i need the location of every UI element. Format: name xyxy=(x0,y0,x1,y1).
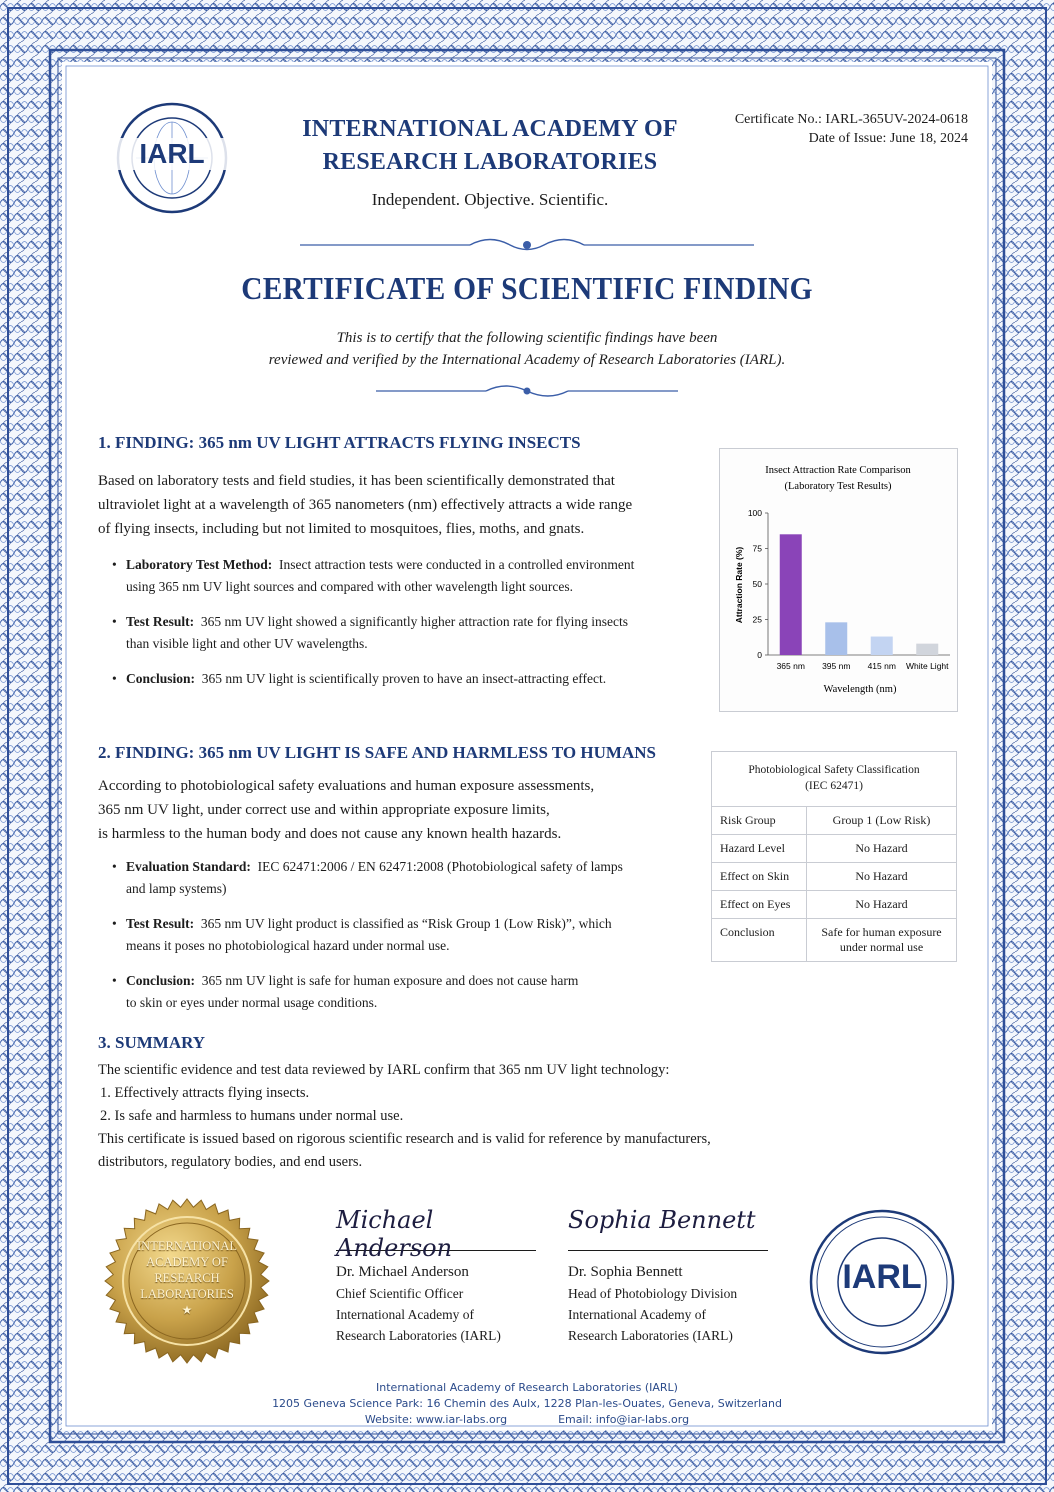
chart-bar xyxy=(825,622,847,655)
seal-text xyxy=(102,1238,272,1318)
section1-para-line: ultraviolet light at a wavelength of 365 nanometers (nm) effectively attracts a wide range xyxy=(98,497,633,513)
bullet-text: using 365 nm UV light sources and compared with other wavelength light sources. xyxy=(126,579,574,594)
section1-para-line: of flying insects, including but not limited to mosquitoes, flies, moths, and gnats. xyxy=(98,521,585,537)
bullet-text: Insect attraction tests were conducted in a controlled environment xyxy=(279,557,635,572)
section2-bullet: • Test Result: 365 nm UV light product is classified as “Risk Group 1 (Low Risk)”, which means it poses no photobiological hazard under normal use. xyxy=(112,916,612,953)
safety-table xyxy=(712,806,956,961)
table-title-line2: (IEC 62471) xyxy=(805,780,863,792)
table-row xyxy=(712,807,956,835)
table-row xyxy=(712,835,956,863)
seal-line: RESEARCH xyxy=(154,1271,220,1285)
bar-chart xyxy=(720,449,957,711)
signatory-title: Head of Photobiology Division xyxy=(568,1286,738,1301)
section1-para-line: Based on laboratory tests and field studies, it has been scientifically demonstrated that xyxy=(98,473,615,489)
signatory-1 xyxy=(336,1206,536,1346)
ornament-divider-mid xyxy=(376,381,678,401)
org-name-line1: INTERNATIONAL ACADEMY OF xyxy=(302,116,678,142)
signatory-name: Dr. Sophia Bennett xyxy=(568,1264,683,1280)
table-value: Group 1 (Low Risk) xyxy=(807,807,957,835)
chart-y-tick-label: 0 xyxy=(757,650,762,660)
signatory-org: International Academy of xyxy=(336,1307,474,1322)
signatory-name: Dr. Michael Anderson xyxy=(336,1264,469,1280)
table-value: No Hazard xyxy=(807,863,957,891)
bullet-text: 365 nm UV light product is classified as “Risk Group 1 (Low Risk)”, which xyxy=(200,916,612,931)
summary-lead: The scientific evidence and test data reviewed by IARL confirm that 365 nm UV light technology: xyxy=(98,1062,670,1078)
signature-2: Sophia Bennett xyxy=(568,1206,756,1234)
footer-website[interactable]: Website: www.iar-labs.org xyxy=(364,1413,508,1426)
footer-contact xyxy=(160,1412,894,1428)
chart-title: Insect Attraction Rate Comparison xyxy=(765,465,911,476)
org-name xyxy=(260,113,720,179)
logo-text: IARL xyxy=(116,138,228,170)
bullet-text: to skin or eyes under normal usage conditions. xyxy=(126,995,378,1010)
seal-line: INTERNATIONAL xyxy=(137,1239,237,1253)
table-row xyxy=(712,919,956,962)
gold-seal xyxy=(102,1196,272,1366)
chart-bar xyxy=(871,637,893,655)
chart-bar xyxy=(916,644,938,655)
chart-y-label: Attraction Rate (%) xyxy=(734,546,744,624)
attraction-chart xyxy=(719,448,958,712)
section2-bullets xyxy=(98,856,708,1027)
section2-para-line: 365 nm UV light, under correct use and within appropriate exposure limits, xyxy=(98,802,550,818)
tagline: Independent. Objective. Scientific. xyxy=(371,190,609,209)
signature-1: Michael Anderson xyxy=(336,1206,453,1262)
iarl-logo xyxy=(116,102,228,214)
certificate-number: Certificate No.: IARL-365UV-2024-0618 xyxy=(734,112,968,127)
section2-bullet: • Conclusion: 365 nm UV light is safe for human exposure and does not cause harm to skin or eyes under normal usage conditions. xyxy=(112,973,579,1010)
intro-statement xyxy=(120,327,934,371)
signatory-title: Chief Scientific Officer xyxy=(336,1286,464,1301)
table-value-line1: Safe for human exposure xyxy=(821,925,942,939)
bullet-text: than visible light and other UV wavelengths. xyxy=(126,636,368,651)
table-value xyxy=(807,919,957,962)
chart-y-tick-label: 100 xyxy=(747,508,762,518)
star-icon: ★ xyxy=(181,1303,193,1317)
section1-bullet: • Laboratory Test Method: Insect attraction tests were conducted in a controlled environment using 365 nm UV light sources and compared with other wavelength light sources. xyxy=(112,557,635,594)
section2-para-line: According to photobiological safety evaluations and human exposure assessments, xyxy=(98,778,595,794)
table-value: No Hazard xyxy=(807,891,957,919)
chart-subtitle: (Laboratory Test Results) xyxy=(784,481,892,492)
bullet-label: Evaluation Standard: xyxy=(126,859,251,874)
signatory-2 xyxy=(568,1206,768,1346)
section1-paragraph xyxy=(98,469,708,541)
bullet-text: 365 nm UV light showed a significantly higher attraction rate for flying insects xyxy=(200,614,629,629)
chart-x-tick-label: 415 nm xyxy=(867,661,896,671)
safety-classification-table xyxy=(711,751,957,962)
bullet-label: Conclusion: xyxy=(126,973,196,988)
bullet-label: Test Result: xyxy=(126,614,195,629)
certificate-meta xyxy=(690,110,968,148)
org-name-line2: RESEARCH LABORATORIES xyxy=(322,149,658,175)
ornament-divider-top xyxy=(300,234,754,256)
seal-line: LABORATORIES xyxy=(140,1287,234,1301)
issue-date: Date of Issue: June 18, 2024 xyxy=(808,131,968,146)
signatory-org: Research Laboratories (IARL) xyxy=(568,1328,733,1343)
bullet-label: Conclusion: xyxy=(126,671,196,686)
intro-line1: This is to certify that the following scientific findings have been xyxy=(336,330,718,346)
summary-item: 1. Effectively attracts flying insects. xyxy=(100,1085,310,1101)
summary-closing: This certificate is issued based on rigorous scientific research and is valid for reference by manufacturers, xyxy=(98,1131,711,1147)
signatory-org: International Academy of xyxy=(568,1307,706,1322)
section1-bullet: • Conclusion: 365 nm UV light is scientifically proven to have an insect-attracting effect. xyxy=(112,671,607,686)
section2-paragraph xyxy=(98,774,708,846)
summary-item: 2. Is safe and harmless to humans under normal use. xyxy=(100,1108,404,1124)
chart-x-label: Wavelength (nm) xyxy=(823,684,897,695)
summary-body xyxy=(98,1059,938,1174)
table-key: Effect on Skin xyxy=(712,863,807,891)
table-value: No Hazard xyxy=(807,835,957,863)
table-key: Hazard Level xyxy=(712,835,807,863)
bullet-text: means it poses no photobiological hazard under normal use. xyxy=(126,938,450,953)
section2-para-line: is harmless to the human body and does not cause any known health hazards. xyxy=(98,826,562,842)
chart-x-tick-label: 365 nm xyxy=(776,661,805,671)
footer-email[interactable]: Email: info@iar-labs.org xyxy=(558,1413,690,1426)
bullet-label: Laboratory Test Method: xyxy=(126,557,273,572)
table-row xyxy=(712,863,956,891)
certificate-title: CERTIFICATE OF SCIENTIFIC FINDING xyxy=(241,270,813,306)
section1-heading: 1. FINDING: 365 nm UV LIGHT ATTRACTS FLYING INSECTS xyxy=(98,433,581,452)
section1-bullets xyxy=(98,554,708,703)
section2-heading: 2. FINDING: 365 nm UV LIGHT IS SAFE AND HARMLESS TO HUMANS xyxy=(98,743,656,762)
chart-x-tick-label: 395 nm xyxy=(822,661,851,671)
table-value-line2: under normal use xyxy=(839,940,924,954)
chart-y-tick-label: 75 xyxy=(752,543,762,554)
footer-org: International Academy of Research Laboratories (IARL) xyxy=(376,1381,678,1394)
summary-closing: distributors, regulatory bodies, and end users. xyxy=(98,1154,363,1170)
chart-x-tick-label: White Light xyxy=(905,661,949,671)
section2-bullet: • Evaluation Standard: IEC 62471:2006 / EN 62471:2008 (Photobiological safety of lamps and lamp systems) xyxy=(112,859,623,896)
table-key: Risk Group xyxy=(712,807,807,835)
chart-bar xyxy=(780,534,802,655)
table-row xyxy=(712,891,956,919)
bullet-text: IEC 62471:2006 / EN 62471:2008 (Photobiological safety of lamps xyxy=(257,859,623,874)
bullet-label: Test Result: xyxy=(126,916,195,931)
stamp-text: IARL xyxy=(842,1258,922,1296)
footer-address: 1205 Geneva Science Park: 16 Chemin des Aulx, 1228 Plan-les-Ouates, Geneva, Switzerland xyxy=(272,1397,782,1410)
intro-line2: reviewed and verified by the International Academy of Research Laboratories (IARL). xyxy=(268,352,786,368)
footer xyxy=(160,1380,894,1428)
iarl-stamp xyxy=(808,1208,956,1356)
bullet-text: 365 nm UV light is scientifically proven to have an insect-attracting effect. xyxy=(201,671,607,686)
table-key: Effect on Eyes xyxy=(712,891,807,919)
section1-bullet: • Test Result: 365 nm UV light showed a significantly higher attraction rate for flying insects than visible light and other UV wavelengths. xyxy=(112,614,629,651)
table-key: Conclusion xyxy=(712,919,807,962)
table-title-line1: Photobiological Safety Classification xyxy=(748,764,920,776)
signatory-org: Research Laboratories (IARL) xyxy=(336,1328,501,1343)
seal-line: ACADEMY OF xyxy=(146,1255,228,1269)
bullet-text: and lamp systems) xyxy=(126,881,227,896)
summary-heading: 3. SUMMARY xyxy=(98,1033,206,1052)
signature-line xyxy=(568,1250,768,1251)
table-title xyxy=(712,752,956,806)
chart-y-tick-label: 50 xyxy=(752,579,762,589)
chart-y-tick-label: 25 xyxy=(752,614,762,625)
bullet-text: 365 nm UV light is safe for human exposure and does not cause harm xyxy=(201,973,579,988)
